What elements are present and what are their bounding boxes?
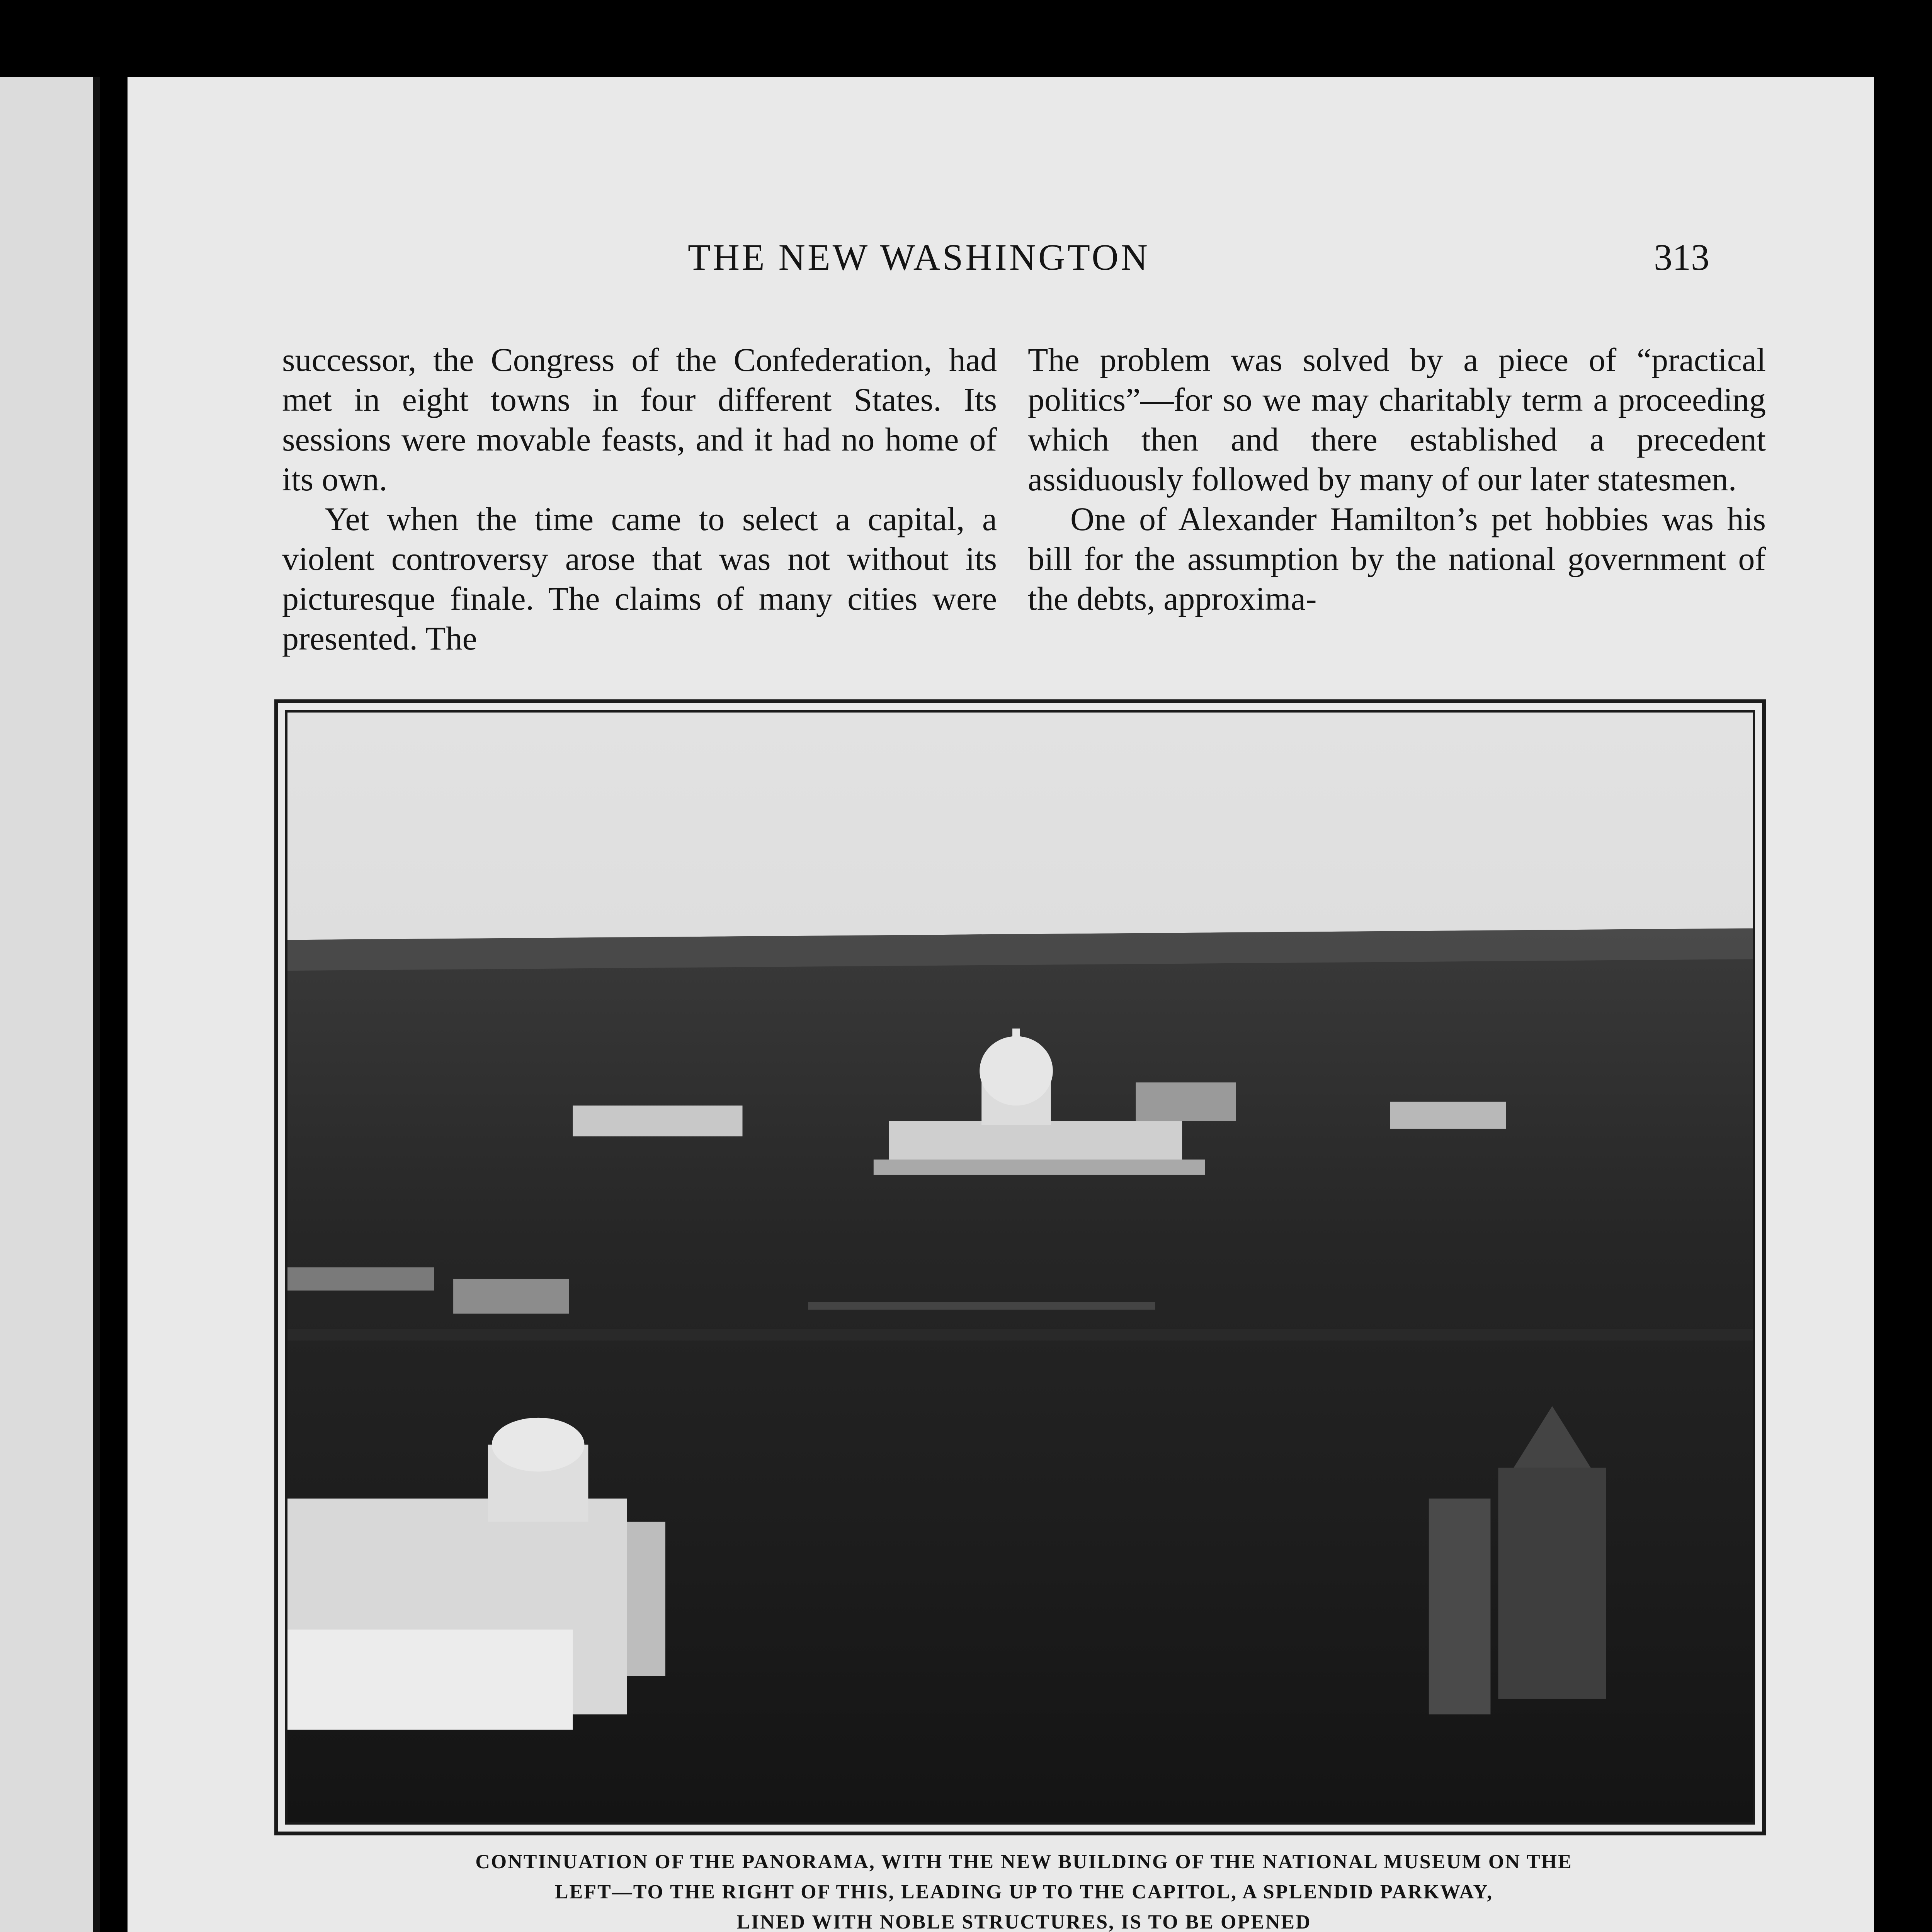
page-number: 313 xyxy=(1654,236,1709,278)
running-head xyxy=(128,236,1874,290)
adjacent-page-edge xyxy=(0,77,100,1932)
caption-line: LEFT—TO THE RIGHT OF THIS, LEADING UP TO THE CAPITOL, A SPLENDID PARKWAY, xyxy=(554,1881,1493,1903)
paragraph: Yet when the time came to select a capital, a violent controversy arose that was not without its picturesque finale. The claims of many cities were presented. The xyxy=(282,500,997,657)
photo-frame xyxy=(274,699,1766,1835)
figure-caption xyxy=(290,1847,1758,1932)
column-top-left xyxy=(282,340,997,658)
column-top-right xyxy=(1028,340,1766,619)
aerial-city-photo xyxy=(287,713,1753,1822)
paragraph: The problem was solved by a piece of “practical politics”—for so we may charitably term a proceeding which then and there established a precedent assiduously followed by many of our later statesmen. xyxy=(1028,341,1766,498)
paragraph: successor, the Congress of the Confederation, had met in eight towns in four different States. Its sessions were movable feasts, and it had no home of its own. xyxy=(282,341,997,498)
magazine-page xyxy=(128,77,1874,1932)
caption-line: LINED WITH NOBLE STRUCTURES, IS TO BE OPENED xyxy=(736,1911,1311,1932)
paragraph: One of Alexander Hamilton’s pet hobbies was his bill for the assumption by the national government of the debts, approxima- xyxy=(1028,500,1766,617)
panorama-photograph xyxy=(285,710,1755,1825)
running-title: THE NEW WASHINGTON xyxy=(688,236,1150,278)
caption-line: CONTINUATION OF THE PANORAMA, WITH THE NEW BUILDING OF THE NATIONAL MUSEUM ON THE xyxy=(475,1851,1573,1873)
